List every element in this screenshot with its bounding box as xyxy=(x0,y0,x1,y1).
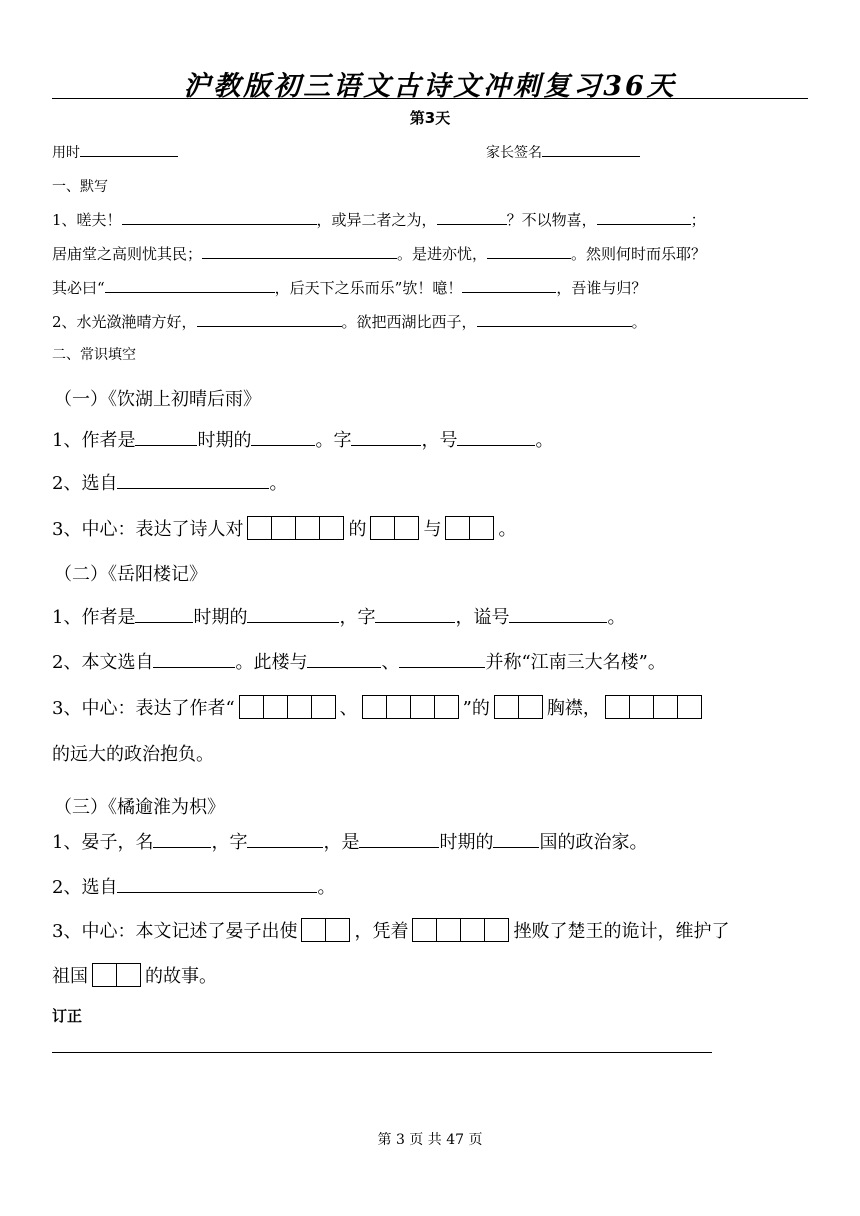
dictation-line-4 xyxy=(52,311,647,332)
blank[interactable] xyxy=(247,831,323,848)
blank[interactable] xyxy=(477,312,632,327)
answer-boxes-2[interactable] xyxy=(370,516,419,540)
text: 胸襟， xyxy=(546,698,601,719)
part3-q3-cont xyxy=(52,962,217,989)
text: ，字 xyxy=(339,607,376,628)
day-label: 第3天 xyxy=(409,109,451,127)
blank[interactable] xyxy=(597,210,691,225)
answer-boxes-4[interactable] xyxy=(412,918,509,942)
sign-label: 家长签名 xyxy=(486,145,542,161)
text: 挫败了楚王的诡计，维护了 xyxy=(513,921,730,942)
text: ，或异二者之为， xyxy=(316,211,437,229)
blank[interactable] xyxy=(487,244,571,259)
blank[interactable] xyxy=(247,606,339,623)
text: 2、水光潋滟晴方好， xyxy=(52,313,197,331)
text: 。 xyxy=(631,313,647,331)
blank[interactable] xyxy=(105,278,275,293)
blank[interactable] xyxy=(351,429,421,446)
blank[interactable] xyxy=(117,876,317,893)
blank[interactable] xyxy=(135,429,197,446)
answer-boxes-2[interactable] xyxy=(445,516,494,540)
answer-boxes-4[interactable] xyxy=(239,695,336,719)
part3-q1 xyxy=(52,828,647,854)
answer-boxes-4[interactable] xyxy=(247,516,344,540)
text: ？不以物喜， xyxy=(506,211,597,229)
text: 2、选自 xyxy=(52,877,118,898)
part3-title: （三）《橘逾淮为枳》 xyxy=(54,797,225,818)
text: ，吾谁与归？ xyxy=(556,279,647,297)
page-footer: 第 3 页 共 47 页 xyxy=(377,1132,483,1148)
correction-line[interactable] xyxy=(52,1052,712,1053)
blank[interactable] xyxy=(307,651,381,668)
text: 的 xyxy=(348,519,367,540)
text: 3、中心：本文记述了晏子出使 xyxy=(52,921,298,942)
text: 祖国 xyxy=(52,966,88,987)
text: 。 xyxy=(607,607,626,628)
text: ，号 xyxy=(421,430,458,451)
part2-title: （二）《岳阳楼记》 xyxy=(54,564,207,585)
text: 其必曰“ xyxy=(52,279,105,297)
text: 并称“江南三大名楼”。 xyxy=(485,652,666,673)
parent-sign-field xyxy=(486,142,640,162)
part3-q3 xyxy=(52,917,729,944)
text: 。是进亦忧， xyxy=(397,245,488,263)
page-title: 沪教版初三语文古诗文冲刺复习36天 xyxy=(183,71,677,102)
text: 国的政治家。 xyxy=(539,832,648,853)
text: 居庙堂之高则忧其民； xyxy=(52,245,203,263)
part2-q3 xyxy=(52,694,706,721)
text: 1、作者是 xyxy=(52,607,136,628)
part2-q1 xyxy=(52,603,625,629)
text: ，后天下之乐而乐”欤！噫！ xyxy=(274,279,463,297)
text: 。字 xyxy=(315,430,352,451)
section1-heading: 一、默写 xyxy=(52,179,108,195)
blank[interactable] xyxy=(251,429,315,446)
text: ，谥号 xyxy=(455,607,510,628)
answer-boxes-2[interactable] xyxy=(494,695,543,719)
text: 2、选自 xyxy=(52,473,118,494)
blank[interactable] xyxy=(202,244,397,259)
header-rule xyxy=(52,98,808,99)
part2-q2 xyxy=(52,648,666,674)
text: 时期的 xyxy=(439,832,494,853)
text: 。 xyxy=(535,430,554,451)
blank[interactable] xyxy=(493,831,539,848)
text: 。欲把西湖比西子， xyxy=(341,313,477,331)
text: 1、嗟夫！ xyxy=(52,211,122,229)
text: ； xyxy=(690,211,706,229)
time-label: 用时 xyxy=(52,145,80,161)
dictation-line-1 xyxy=(52,209,706,230)
text: 3、中心：表达了作者“ xyxy=(52,698,235,719)
dictation-line-3 xyxy=(52,277,646,298)
text: 3、中心：表达了诗人对 xyxy=(52,519,244,540)
dictation-line-2 xyxy=(52,243,706,264)
part1-title: （一）《饮湖上初晴后雨》 xyxy=(54,389,261,410)
blank[interactable] xyxy=(457,429,535,446)
blank[interactable] xyxy=(197,312,342,327)
text: 1、晏子，名 xyxy=(52,832,154,853)
text: 、 xyxy=(381,652,400,673)
text: 时期的 xyxy=(193,607,248,628)
part2-q3-cont: 的远大的政治抱负。 xyxy=(52,744,214,765)
blank[interactable] xyxy=(359,831,439,848)
text: 、 xyxy=(339,698,358,719)
text: ，是 xyxy=(323,832,360,853)
sign-blank[interactable] xyxy=(542,142,640,157)
blank[interactable] xyxy=(462,278,556,293)
time-blank[interactable] xyxy=(80,142,178,157)
text: 的故事。 xyxy=(145,966,217,987)
blank[interactable] xyxy=(153,651,235,668)
answer-boxes-4[interactable] xyxy=(605,695,702,719)
blank[interactable] xyxy=(117,472,269,489)
time-field xyxy=(52,142,178,162)
text: 。 xyxy=(317,877,336,898)
blank[interactable] xyxy=(375,606,455,623)
answer-boxes-2[interactable] xyxy=(92,963,141,987)
blank[interactable] xyxy=(509,606,607,623)
blank[interactable] xyxy=(153,831,211,848)
text: ”的 xyxy=(462,698,490,719)
correction-label: 订正 xyxy=(52,1007,83,1025)
text: 。 xyxy=(498,519,517,540)
part1-q1 xyxy=(52,426,553,452)
text: 2、本文选自 xyxy=(52,652,154,673)
text: 与 xyxy=(423,519,442,540)
answer-boxes-2[interactable] xyxy=(301,918,350,942)
text: 。然则何时而乐耶？ xyxy=(571,245,707,263)
part3-q2 xyxy=(52,873,335,899)
text: 时期的 xyxy=(197,430,252,451)
part1-q3 xyxy=(52,515,516,542)
text: 1、作者是 xyxy=(52,430,136,451)
text: 。此楼与 xyxy=(235,652,308,673)
part1-q2 xyxy=(52,469,287,495)
blank[interactable] xyxy=(135,606,193,623)
blank[interactable] xyxy=(399,651,485,668)
answer-boxes-4[interactable] xyxy=(362,695,459,719)
section2-heading: 二、常识填空 xyxy=(52,347,136,363)
text: ，字 xyxy=(211,832,248,853)
text: 。 xyxy=(269,473,288,494)
text: ，凭着 xyxy=(354,921,409,942)
blank[interactable] xyxy=(437,210,507,225)
blank[interactable] xyxy=(122,210,317,225)
